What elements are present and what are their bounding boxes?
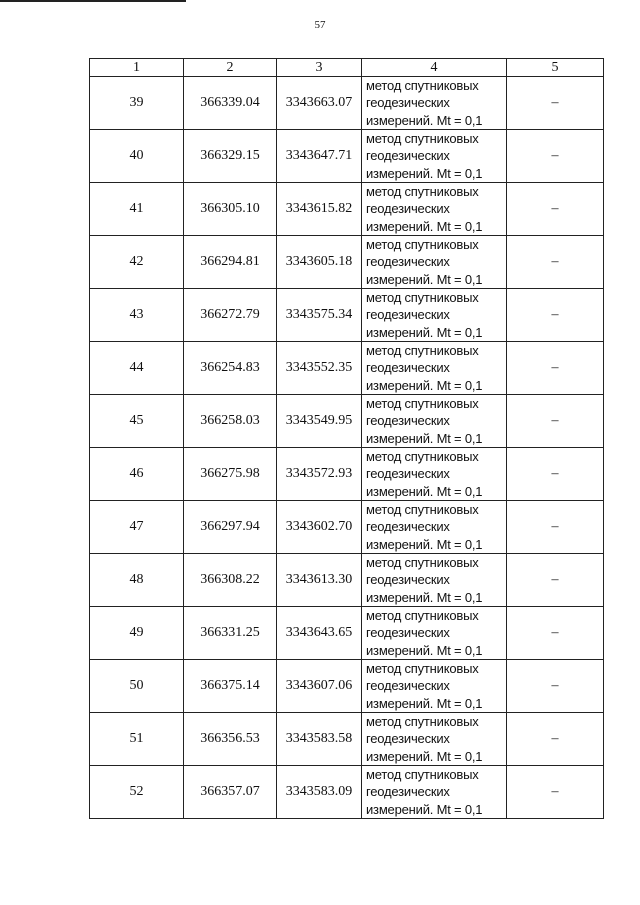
method-line: метод спутниковых [366,608,479,624]
method-line: измерений. Mt = 0,1 [366,165,483,181]
coordinate-x-cell: 366357.07 [184,766,277,819]
method-line: метод спутниковых [366,184,479,200]
method-line: геодезических [366,625,450,641]
coordinate-x-cell: 366258.03 [184,395,277,448]
note-cell: – [507,77,604,130]
coordinate-y-cell: 3343575.34 [277,289,362,342]
note-cell: – [507,183,604,236]
method-line: геодезических [366,148,450,164]
table-row [90,448,604,501]
coordinate-y-cell: 3343572.93 [277,448,362,501]
method-cell [362,713,507,766]
method-cell [362,448,507,501]
method-line: измерений. Mt = 0,1 [366,589,483,605]
table-row [90,766,604,819]
header-row [90,59,604,77]
method-cell [362,130,507,183]
method-line: геодезических [366,95,450,111]
method-line: геодезических [366,572,450,588]
coordinate-x-cell: 366375.14 [184,660,277,713]
coordinate-y-cell: 3343647.71 [277,130,362,183]
note-cell: – [507,766,604,819]
method-line: метод спутниковых [366,396,479,412]
method-cell [362,607,507,660]
coordinate-x-cell: 366294.81 [184,236,277,289]
coordinate-y-cell: 3343602.70 [277,501,362,554]
method-cell [362,342,507,395]
method-line: измерений. Mt = 0,1 [366,218,483,234]
method-line: измерений. Mt = 0,1 [366,483,483,499]
point-number-cell: 48 [90,554,184,607]
point-number-cell: 46 [90,448,184,501]
method-line: метод спутниковых [366,343,479,359]
page-number: 57 [314,19,326,31]
table-row [90,713,604,766]
coordinate-x-cell: 366339.04 [184,77,277,130]
note-cell: – [507,554,604,607]
method-line: геодезических [366,466,450,482]
method-cell [362,236,507,289]
point-number-cell: 51 [90,713,184,766]
coordinate-y-cell: 3343552.35 [277,342,362,395]
note-cell: – [507,342,604,395]
table-row [90,660,604,713]
coordinate-x-cell: 366254.83 [184,342,277,395]
table-row [90,607,604,660]
method-cell [362,289,507,342]
note-cell: – [507,130,604,183]
method-line: измерений. Mt = 0,1 [366,748,483,764]
table-row [90,289,604,342]
method-line: измерений. Mt = 0,1 [366,801,483,817]
method-line: метод спутниковых [366,714,479,730]
coordinate-y-cell: 3343583.09 [277,766,362,819]
method-line: геодезических [366,360,450,376]
header-cell-3: 3 [277,59,362,77]
method-line: метод спутниковых [366,78,479,94]
note-cell: – [507,395,604,448]
coordinate-y-cell: 3343549.95 [277,395,362,448]
table-row [90,501,604,554]
method-line: метод спутниковых [366,290,479,306]
method-line: геодезических [366,254,450,270]
coordinate-y-cell: 3343643.65 [277,607,362,660]
method-cell [362,395,507,448]
top-rule [0,0,186,2]
coordinate-x-cell: 366297.94 [184,501,277,554]
method-line: метод спутниковых [366,661,479,677]
method-cell [362,77,507,130]
method-line: измерений. Mt = 0,1 [366,377,483,393]
method-line: геодезических [366,519,450,535]
note-cell: – [507,660,604,713]
table-row [90,130,604,183]
method-line: геодезических [366,201,450,217]
coordinate-x-cell: 366305.10 [184,183,277,236]
method-line: метод спутниковых [366,502,479,518]
coordinate-y-cell: 3343613.30 [277,554,362,607]
coordinate-x-cell: 366308.22 [184,554,277,607]
method-line: метод спутниковых [366,449,479,465]
point-number-cell: 43 [90,289,184,342]
header-cell-1: 1 [90,59,184,77]
coordinate-x-cell: 366272.79 [184,289,277,342]
method-line: измерений. Mt = 0,1 [366,324,483,340]
method-line: геодезических [366,413,450,429]
note-cell: – [507,448,604,501]
header-cell-2: 2 [184,59,277,77]
method-line: измерений. Mt = 0,1 [366,430,483,446]
coordinate-x-cell: 366331.25 [184,607,277,660]
method-cell [362,554,507,607]
table-row [90,554,604,607]
method-cell [362,183,507,236]
point-number-cell: 40 [90,130,184,183]
point-number-cell: 47 [90,501,184,554]
method-line: измерений. Mt = 0,1 [366,536,483,552]
coordinate-x-cell: 366275.98 [184,448,277,501]
header-cell-4: 4 [362,59,507,77]
note-cell: – [507,501,604,554]
point-number-cell: 45 [90,395,184,448]
coordinate-y-cell: 3343607.06 [277,660,362,713]
method-line: метод спутниковых [366,237,479,253]
point-number-cell: 49 [90,607,184,660]
header-cell-5: 5 [507,59,604,77]
coordinate-y-cell: 3343583.58 [277,713,362,766]
point-number-cell: 42 [90,236,184,289]
note-cell: – [507,607,604,660]
method-line: геодезических [366,307,450,323]
table-body [90,77,604,819]
coordinate-x-cell: 366329.15 [184,130,277,183]
coordinate-x-cell: 366356.53 [184,713,277,766]
point-number-cell: 39 [90,77,184,130]
table-row [90,342,604,395]
method-line: измерений. Mt = 0,1 [366,271,483,287]
method-line: измерений. Mt = 0,1 [366,642,483,658]
coordinate-y-cell: 3343615.82 [277,183,362,236]
method-line: метод спутниковых [366,555,479,571]
method-cell [362,660,507,713]
method-cell [362,501,507,554]
table-row [90,77,604,130]
coordinate-y-cell: 3343605.18 [277,236,362,289]
method-line: измерений. Mt = 0,1 [366,112,483,128]
coordinates-table [89,58,604,819]
coordinate-y-cell: 3343663.07 [277,77,362,130]
table-row [90,395,604,448]
table-row [90,236,604,289]
point-number-cell: 41 [90,183,184,236]
note-cell: – [507,713,604,766]
method-line: измерений. Mt = 0,1 [366,695,483,711]
point-number-cell: 52 [90,766,184,819]
table-row [90,183,604,236]
method-line: метод спутниковых [366,131,479,147]
point-number-cell: 44 [90,342,184,395]
method-line: геодезических [366,731,450,747]
note-cell: – [507,236,604,289]
point-number-cell: 50 [90,660,184,713]
note-cell: – [507,289,604,342]
method-line: геодезических [366,678,450,694]
method-line: геодезических [366,784,450,800]
method-line: метод спутниковых [366,767,479,783]
method-cell [362,766,507,819]
